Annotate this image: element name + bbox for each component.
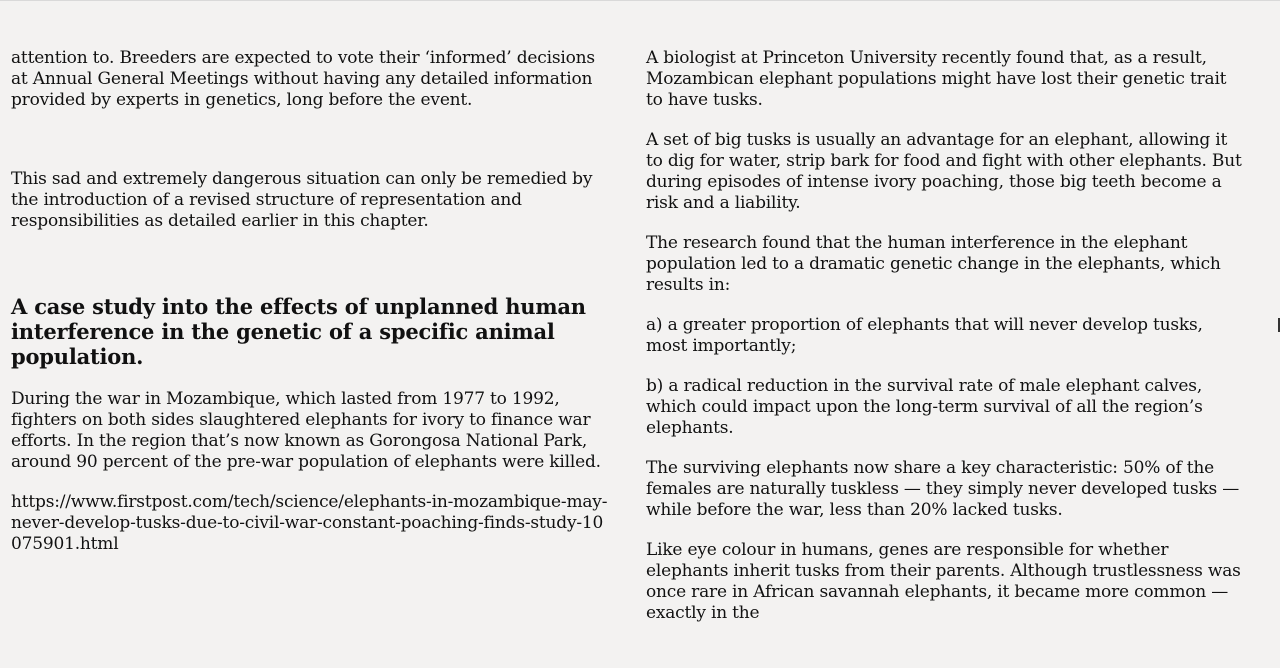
right-paragraph-5: b) a radical reduction in the survival rate of male elephant calves, which could impact upon the long-term survival of all the region’s elephants. — [646, 376, 1203, 438]
right-paragraph-4: a) a greater proportion of elephants that will never develop tusks, most importantly; — [646, 315, 1203, 356]
left-paragraph-3: During the war in Mozambique, which lasted from 1977 to 1992, fighters on both sides slaughtered elephants for ivory to finance war efforts. In the region that’s now known as Gorongosa National Park, around 90 percent of the pre-war population of elephants were killed. — [11, 389, 601, 472]
right-paragraph-1: A biologist at Princeton University recently found that, as a result, Mozambican elephant populations might have lost their genetic trait to have tusks. — [646, 48, 1227, 110]
left-paragraph-1: attention to. Breeders are expected to vote their ‘informed’ decisions at Annual General Meetings without having any detailed information provided by experts in genetics, long before the event. — [11, 48, 595, 110]
right-paragraph-3: The research found that the human interference in the elephant population led to a dramatic genetic change in the elephants, which results in: — [646, 233, 1221, 295]
right-column — [646, 48, 1246, 643]
right-paragraph-2: A set of big tusks is usually an advantage for an elephant, allowing it to dig for water, strip bark for food and fight with other elephants. But during episodes of intense ivory poaching, those big teeth become a risk and a liability. — [646, 130, 1242, 213]
case-study-heading: A case study into the effects of unplanned human interference in the genetic of a specific animal population. — [11, 294, 586, 369]
right-paragraph-7: Like eye colour in humans, genes are responsible for whether elephants inherit tusks from their parents. Although trustlessness was once rare in African savannah elephants, it became more common — exactly in the — [646, 540, 1241, 623]
top-divider — [0, 0, 1280, 1]
right-paragraph-6: The surviving elephants now share a key characteristic: 50% of the females are naturally tuskless — they simply never developed tusks — while before the war, less than 20% lacked tusks. — [646, 458, 1240, 520]
left-column — [11, 48, 613, 574]
source-url-text: https://www.firstpost.com/tech/science/elephants-in-mozambique-may-never-develop-tusks-due-to-civil-war-constant-poaching-finds-study-10075901.html — [11, 492, 608, 554]
left-paragraph-2: This sad and extremely dangerous situation can only be remedied by the introduction of a revised structure of representation and responsibilities as detailed earlier in this chapter. — [11, 169, 593, 231]
